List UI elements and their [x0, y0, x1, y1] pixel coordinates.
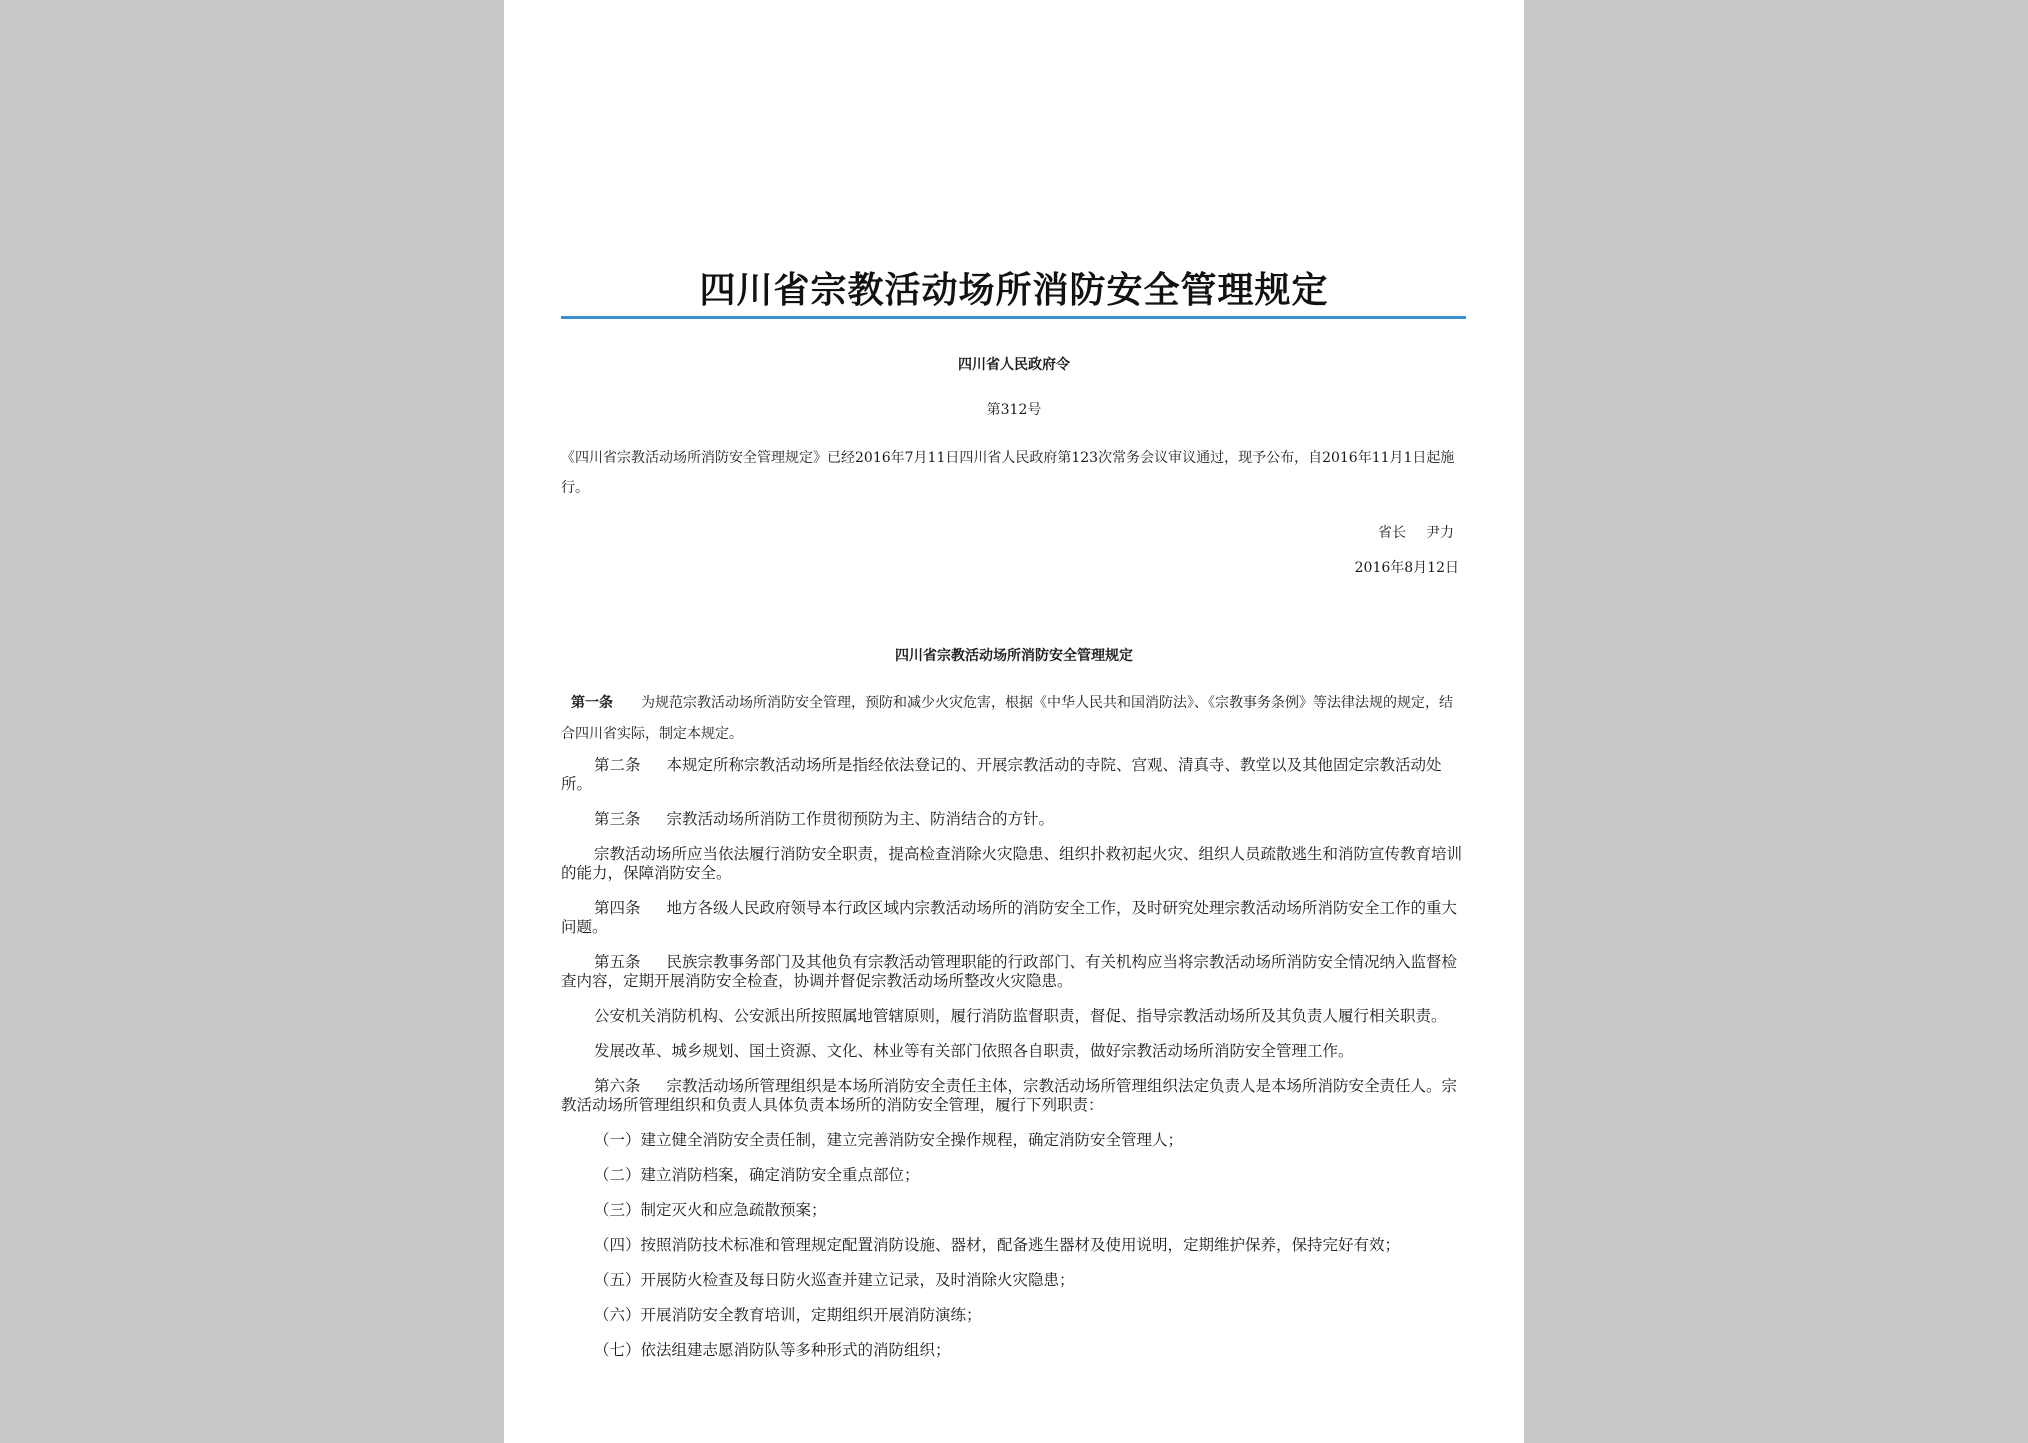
- article-heading: 第六条: [594, 1077, 641, 1095]
- paragraph: [561, 756, 1471, 794]
- paragraph: [561, 845, 1471, 883]
- paragraph-text: 民族宗教事务部门及其他负有宗教活动管理职能的行政部门、有关机构应当将宗教活动场所消防安全情况纳入监督检查内容，定期开展消防安全检查，协调并督促宗教活动场所整改火灾隐患。: [561, 953, 1458, 990]
- article-1-heading: 第一条: [571, 695, 613, 711]
- paragraph: [561, 810, 1471, 829]
- paragraph-text: 宗教活动场所应当依法履行消防安全职责，提高检查消除火灾隐患、组织扑救初起火灾、组织人员疏散逃生和消防宣传教育培训的能力，保障消防安全。: [561, 845, 1463, 882]
- paragraph-text: 发展改革、城乡规划、国土资源、文化、林业等有关部门依照各自职责，做好宗教活动场所消防安全管理工作。: [594, 1042, 1354, 1060]
- article-heading: 第四条: [594, 899, 641, 917]
- article-heading: 第二条: [594, 756, 641, 774]
- issue-date: 2016年8月12日: [1354, 560, 1459, 576]
- list-item: （一）建立健全消防安全责任制，建立完善消防安全操作规程，确定消防安全管理人；: [594, 1131, 1184, 1149]
- paragraph: [561, 899, 1471, 937]
- list-item: （五）开展防火检查及每日防火巡查并建立记录，及时消除火灾隐患；: [594, 1271, 1075, 1289]
- paragraph: [561, 1042, 1471, 1061]
- article-1-text: 为规范宗教活动场所消防安全管理，预防和减少火灾危害，根据《中华人民共和国消防法》、《宗教事务条例》等法律法规的规定，结合四川省实际，制定本规定。: [561, 695, 1453, 742]
- paragraph: [561, 1077, 1471, 1115]
- title-underline: [561, 316, 1466, 319]
- article-heading: 第五条: [594, 953, 641, 971]
- article-1: [561, 688, 1466, 750]
- list-item: （七）依法组建志愿消防队等多种形式的消防组织；: [594, 1341, 951, 1359]
- issuer-line: 四川省人民政府令: [958, 357, 1070, 373]
- document-page: [504, 0, 1524, 1443]
- list-item: （六）开展消防安全教育培训，定期组织开展消防演练；: [594, 1306, 982, 1324]
- regulation-body: [561, 756, 1471, 1376]
- list-item: （二）建立消防档案，确定消防安全重点部位；: [594, 1166, 920, 1184]
- list-item: （四）按照消防技术标准和管理规定配置消防设施、器材，配备逃生器材及使用说明，定期维护保养，保持完好有效；: [594, 1236, 1401, 1254]
- paragraph-text: 公安机关消防机构、公安派出所按照属地管辖原则，履行消防监督职责，督促、指导宗教活动场所及其负责人履行相关职责。: [594, 1007, 1447, 1025]
- paragraph-text: 地方各级人民政府领导本行政区域内宗教活动场所的消防安全工作，及时研究处理宗教活动场所消防安全工作的重大问题。: [561, 899, 1458, 936]
- paragraph-text: 本规定所称宗教活动场所是指经依法登记的、开展宗教活动的寺院、宫观、清真寺、教堂以及其他固定宗教活动处所。: [561, 756, 1442, 793]
- list-item: （三）制定灭火和应急疏散预案；: [594, 1201, 827, 1219]
- paragraph-text: 宗教活动场所消防工作贯彻预防为主、防消结合的方针。: [666, 810, 1055, 828]
- governor-signature: [504, 522, 1454, 542]
- governor-title: 省长: [1378, 525, 1406, 541]
- duty-list: [561, 1131, 1471, 1360]
- paragraph-text: 宗教活动场所管理组织是本场所消防安全责任主体，宗教活动场所管理组织法定负责人是本场所消防安全责任人。宗教活动场所管理组织和负责人具体负责本场所的消防安全管理，履行下列职责：: [561, 1077, 1458, 1114]
- article-heading: 第三条: [594, 810, 641, 828]
- regulation-title: 四川省宗教活动场所消防安全管理规定: [895, 648, 1133, 664]
- governor-name: 尹力: [1426, 525, 1454, 541]
- paragraph: [561, 1007, 1471, 1026]
- document-title: 四川省宗教活动场所消防安全管理规定: [699, 269, 1329, 311]
- decree-text: 《四川省宗教活动场所消防安全管理规定》已经2016年7月11日四川省人民政府第123次常务会议审议通过，现予公布，自2016年11月1日起施行。: [561, 450, 1455, 496]
- paragraph: [561, 953, 1471, 991]
- order-number: 第312号: [986, 402, 1042, 418]
